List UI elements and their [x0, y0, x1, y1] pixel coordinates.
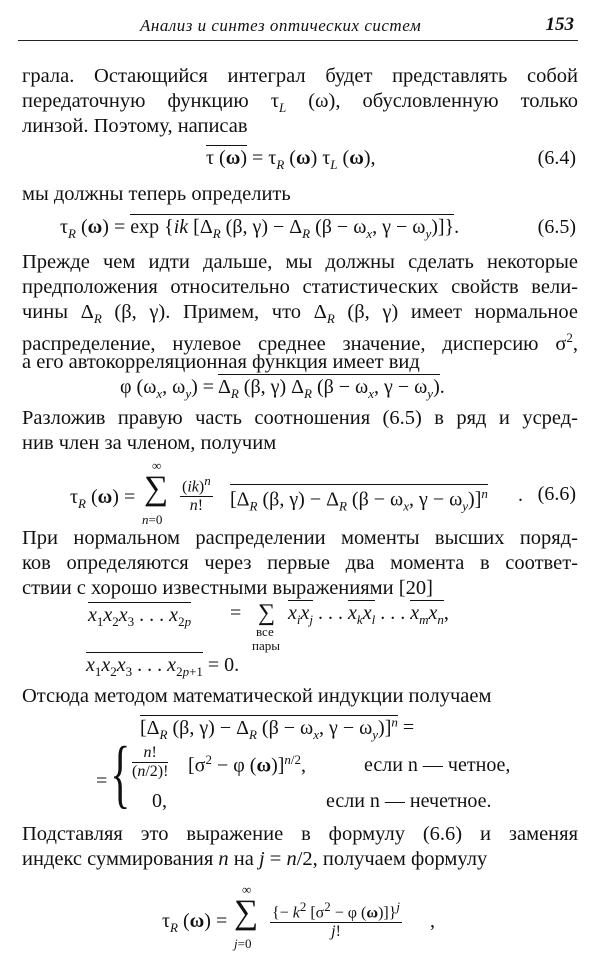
equation-induction-lhs: [$\Delta_R$ (β, $\gamma) - \Delta_R$ ($\beta - \omega_x$, $\gamma - \omega_y)]^n$ = [140, 714, 415, 742]
text-line: нив член за членом, получим [22, 432, 277, 454]
book-page: Анализ и синтез оптических систем 153 грала. Остающийся интеграл будет представлять собой передаточную функцию $\tau_L$ (ω), обусловленную только линзой. Поэтому, написав τ $(\omega) = \tau_R$ (ω) $\tau_L$ (ω), (6.4) мы должны теперь определить $\tau_R$ (ω) = exp {ik [$\Delta_R$ (β, $\gamma) - \Delta_R$ ($\beta - \omega_x$, $\gamma - \omega_y$)]}. (6.5) Прежде чем идти дальше, мы должны сделать некоторые предположения относительно статистических свойств вели- чины $\Delta_R$ (β, γ). Примем, что $\Delta_R$ (β, γ) имеет нормальное распределение, нулевое среднее значение, дисперсию $\sigma^2$, а его автокорреляционная функция имеет вид φ ($\omega_x$, $\omega_y) = \Delta_R$ (β, γ) $\Delta_R$ ($\beta - \omega_x$, $\gamma - \omega_y$). Разложив правую часть соотношения (6.5) в ряд и усред- нив член за членом, получим $\tau_R$ (ω) = ∞ ∑ n=0 $\frac{(ik)^n}{n!}$ [$\Delta_R$ (β, $\gamma) - \Delta_R$ ($\beta - \omega_x$, $\gamma - \omega_y)]^n$ . (6.6) При нормальном распределении моменты высших поряд- ков определяются через первые два момента в соответ- ствии с хорошо известными выражениями [20] $x_1x_2x_3$ . . . $x_{2p}$ = ∑ все пары $x_ix_j$ . . . $x_kx_l$ . . . $x_mx_n$, $x_1x_2x_3$ . . . $x_{2p+1} = 0$. Отсюда методом математической индукции получаем [$\Delta_R$ (β, $\gamma) - \Delta_R$ ($\beta - \omega_x$, $\gamma - \omega_y)]^n$ = = { $\frac{n!}{(n/2)!}$ [$\sigma^2 - \varphi$ (ω)]$^{n/2}$, если n — четное, 0, если n — нечетное. Подставляя это выражение в формулу (6.6) и заменяя индекс суммирования n на j = n/2, получаем формулу $\tau_R$ (ω) = ∞ ∑ j=0 $\frac{\{- k^2 [\sigma^2 - \varphi (\omega)]\}^j}{j!}$ , [0, 0, 600, 964]
text-line: передаточную функцию $\tau_L$ (ω), обусловленную только [22, 90, 578, 116]
equation-number: (6.5) [537, 216, 576, 238]
text-line: грала. Остающийся интеграл будет представлять собой [22, 65, 578, 87]
text-line: Разложив правую часть соотношения (6.5) в ряд и усред- [22, 407, 578, 429]
header-rule [18, 40, 578, 41]
text-line: Отсюда методом математической индукции получаем [22, 685, 492, 707]
page-number: 153 [545, 14, 574, 35]
text-line: мы должны теперь определить [22, 183, 291, 205]
text-line: чины $\Delta_R$ (β, γ). Примем, что $\Delta_R$ (β, γ) имеет нормальное [22, 301, 578, 327]
running-title: Анализ и синтез оптических систем [140, 16, 422, 35]
text-line: индекс суммирования n на j = n/2, получаем формулу [22, 848, 488, 870]
equation-autocorrelation: φ ($\omega_x$, $\omega_y) = \Delta_R$ (β, γ) $\Delta_R$ ($\beta - \omega_x$, $\gamma - \omega_y$). [120, 376, 445, 401]
equation-number: (6.6) [537, 483, 576, 505]
equation-6-4: τ $(\omega) = \tau_R$ (ω) $\tau_L$ (ω), [206, 147, 376, 172]
text-line: а его автокорреляционная функция имеет вид [22, 351, 420, 373]
text-line: линзой. Поэтому, написав [22, 115, 248, 137]
text-line: распределение, нулевое среднее значение, дисперсию $\sigma^2$, [22, 330, 578, 355]
text-line: ствии с хорошо известными выражениями [20] [22, 577, 433, 599]
text-line: ков определяются через первые два момента в соответ- [22, 552, 578, 574]
equation-6-5: $\tau_R$ (ω) = exp {ik [$\Delta_R$ (β, $\gamma) - \Delta_R$ ($\beta - \omega_x$, $\gamma - \omega_y$)]}. [60, 216, 460, 241]
text-line: Прежде чем идти дальше, мы должны сделать некоторые [22, 251, 578, 273]
equation-moments-odd: $x_1x_2x_3$ . . . $x_{2p+1} = 0$. [86, 654, 240, 679]
text-line: Подставляя это выражение в формулу (6.6) и заменяя [22, 823, 578, 845]
text-line: При нормальном распределении моменты высших поряд- [22, 527, 578, 549]
text-line: предположения относительно статистических свойств вели- [22, 276, 578, 298]
equation-number: (6.4) [537, 147, 576, 169]
